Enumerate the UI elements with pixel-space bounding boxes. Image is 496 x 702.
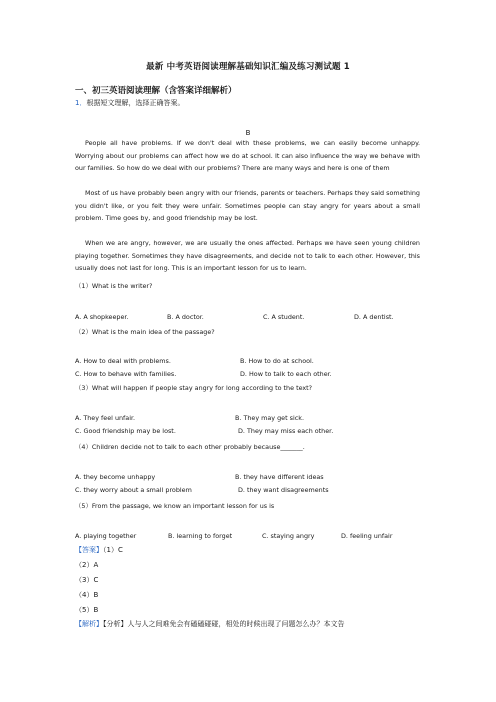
option: B. they have different ideas: [235, 473, 324, 481]
question-intro: [75, 98, 184, 108]
question-number: 1．: [75, 99, 87, 107]
option: D. they want disagreements: [238, 486, 329, 494]
passage-paragraph: People all have problems. If we don't deal with these problems, we can easily become unhappy. Worrying about our problems can affect how we do at school. It can also influence the way we behave with our families. So how do we deal with our problems? There are many ways and here is one of them: [75, 139, 420, 173]
option: A. playing together: [75, 532, 137, 540]
answer-item: （2）A: [75, 561, 99, 569]
option: B. A doctor.: [167, 313, 204, 321]
option: A. They feel unfair.: [75, 414, 136, 422]
option: C. Good friendship may be lost.: [75, 427, 176, 435]
option: D. A dentist.: [354, 313, 394, 321]
analysis-line: [75, 619, 345, 629]
option: A. A shopkeeper.: [75, 313, 129, 321]
option: D. How to talk to each other.: [240, 370, 332, 378]
analysis-text: 【分析】人与人之间难免会有磕磕碰碰，相处的时候出现了问题怎么办？本文告: [103, 620, 345, 628]
answer-item: （4）B: [75, 591, 99, 599]
section-heading: 一、初三英语阅读理解（含答案详细解析）: [75, 86, 237, 96]
passage-label: B: [245, 129, 251, 137]
question-stem: （4）Children decide not to talk to each other probably because_______.: [75, 443, 305, 451]
question-instruction: 根据短文理解，选择正确答案。: [86, 99, 185, 107]
question-stem: （1）What is the writer?: [75, 282, 153, 290]
option: A. How to deal with problems.: [75, 357, 171, 365]
option: D. They may miss each other.: [238, 427, 334, 435]
answer-label: 【答案】: [75, 546, 103, 554]
question-stem: （5）From the passage, we know an important lesson for us is: [75, 502, 275, 510]
option: A. they become unhappy: [75, 473, 156, 481]
option: C. How to behave with families.: [75, 370, 177, 378]
option: B. learning to forget: [168, 532, 233, 540]
passage-paragraph: Most of us have probably been angry with our friends, parents or teachers. Perhaps they said something you didn't like, or you felt they were unfair. Sometimes people can stay angry for years about a small problem. Time goes by, and good friendship may be lost.: [75, 189, 420, 223]
option: C. they worry about a small problem: [75, 486, 192, 494]
answer-item: （1）C: [103, 546, 123, 554]
passage-paragraph: When we are angry, however, we are usually the ones affected. Perhaps we have seen young children playing together. Sometimes they have disagreements, and decide not to talk to each other. However, this usually does not last for long. This is an important lesson for us to learn.: [75, 239, 420, 273]
document-title: 最新 中考英语阅读理解基础知识汇编及练习测试题 1: [146, 62, 350, 72]
analysis-label: 【解析】: [75, 620, 103, 628]
option: C. A student.: [263, 313, 305, 321]
option: B. They may get sick.: [235, 414, 304, 422]
question-stem: （3）What will happen if people stay angry for long according to the text?: [75, 384, 313, 392]
answer-item: （3）C: [75, 576, 99, 584]
option: C. staying angry: [262, 532, 315, 540]
option: B. How to do at school.: [240, 357, 314, 365]
question-stem: （2）What is the main idea of the passage?: [75, 328, 215, 336]
option: D. feeling unfair: [341, 532, 393, 540]
answer-line: [75, 545, 123, 555]
answer-item: （5）B: [75, 606, 99, 614]
